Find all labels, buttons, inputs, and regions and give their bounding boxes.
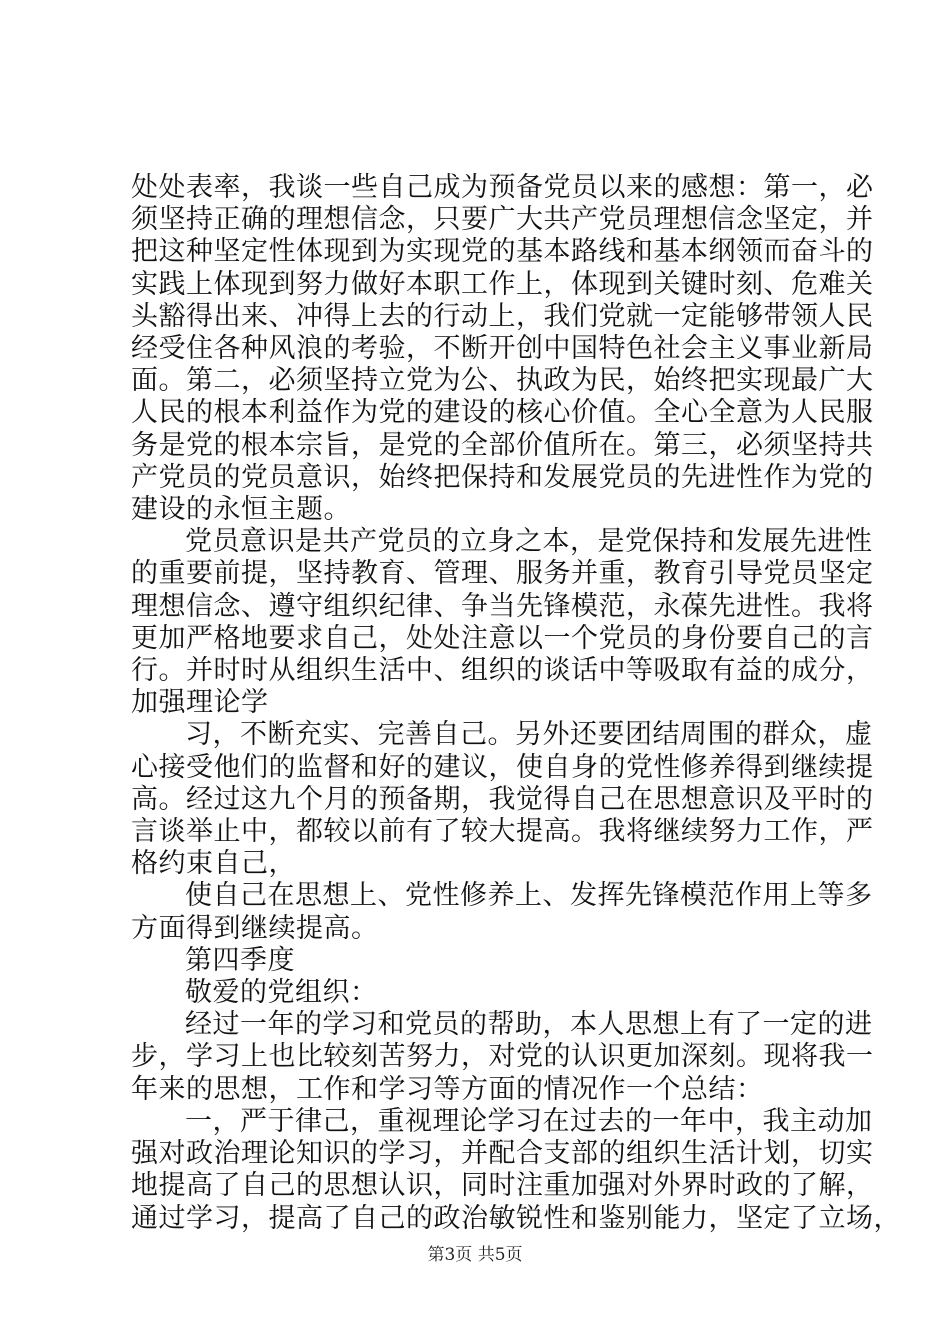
text-line: 的重要前提，坚持教育、管理、服务并重，教育引导党员坚定 — [131, 558, 874, 590]
text-line: 年来的思想，工作和学习等方面的情况作一个总结： — [131, 1073, 764, 1105]
text-line: 步，学习上也比较刻苦努力，对党的认识更加深刻。现将我一 — [131, 1041, 874, 1073]
paragraph-start-line: 使自己在思想上、党性修养上、发挥先锋模范作用上等多 — [185, 880, 873, 912]
text-line: 头豁得出来、冲得上去的行动上，我们党就一定能够带领人民 — [131, 300, 874, 332]
text-line: 地提高了自己的思想认识，同时注重加强对外界时政的了解， — [131, 1170, 874, 1202]
text-line: 须坚持正确的理想信念，只要广大共产党员理想信念坚定，并 — [131, 204, 874, 236]
salutation: 敬爱的党组织： — [185, 977, 378, 1009]
text-line: 高。经过这九个月的预备期，我觉得自己在思想意识及平时的 — [131, 783, 874, 815]
text-line: 把这种坚定性体现到为实现党的基本路线和基本纲领而奋斗的 — [131, 236, 874, 268]
text-line: 格约束自己， — [131, 848, 296, 880]
text-line: 建设的永恒主题。 — [131, 494, 351, 526]
paragraph-start-line: 党员意识是共产党员的立身之本，是党保持和发展先进性 — [185, 526, 873, 558]
text-line: 实践上体现到努力做好本职工作上，体现到关键时刻、危难关 — [131, 268, 874, 300]
text-line: 面。第二，必须坚持立党为公、执政为民，始终把实现最广大 — [131, 365, 874, 397]
text-line: 通过学习，提高了自己的政治敏锐性和鉴别能力，坚定了立场， — [131, 1202, 901, 1234]
text-line: 经受住各种风浪的考验，不断开创中国特色社会主义事业新局 — [131, 333, 874, 365]
document-body — [131, 172, 901, 1235]
text-line: 行。并时时从组织生活中、组织的谈话中等吸取有益的成分， — [131, 655, 874, 687]
text-line: 方面得到继续提高。 — [131, 912, 379, 944]
paragraph-start-line: 习，不断充实、完善自己。另外还要团结周围的群众，虚 — [185, 719, 873, 751]
text-line: 人民的根本利益作为党的建设的核心价值。全心全意为人民服 — [131, 397, 874, 429]
text-line: 理想信念、遵守组织纪律、争当先锋模范，永葆先进性。我将 — [131, 590, 874, 622]
text-line: 务是党的根本宗旨，是党的全部价值所在。第三，必须坚持共 — [131, 429, 874, 461]
text-line: 产党员的党员意识，始终把保持和发展党员的先进性作为党的 — [131, 461, 874, 493]
text-line: 更加严格地要求自己，处处注意以一个党员的身份要自己的言 — [131, 622, 874, 654]
text-line: 言谈举止中，都较以前有了较大提高。我将继续努力工作，严 — [131, 816, 874, 848]
text-line: 强对政治理论知识的学习，并配合支部的组织生活计划，切实 — [131, 1138, 874, 1170]
text-line: 处处表率，我谈一些自己成为预备党员以来的感想：第一，必 — [131, 172, 874, 203]
paragraph-start-line: 一，严于律己，重视理论学习在过去的一年中，我主动加 — [185, 1105, 873, 1137]
page-number-footer: 第3页 共5页 — [427, 1245, 523, 1265]
text-line: 加强理论学 — [131, 687, 269, 719]
paragraph-start-line: 经过一年的学习和党员的帮助，本人思想上有了一定的进 — [185, 1009, 873, 1041]
text-line: 心接受他们的监督和好的建议，使自身的党性修养得到继续提 — [131, 751, 874, 783]
section-heading: 第四季度 — [185, 944, 295, 976]
